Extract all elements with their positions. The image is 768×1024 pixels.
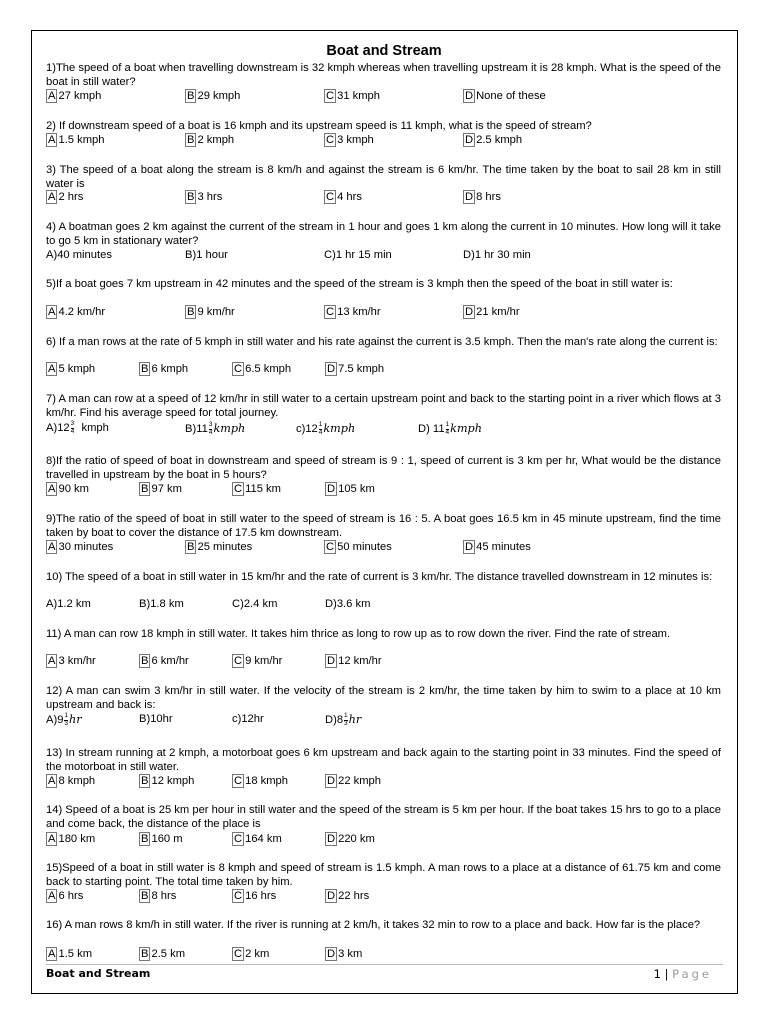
option-text: 5 kmph: [58, 363, 96, 375]
answer-options: [46, 947, 721, 962]
answer-option: [46, 89, 101, 104]
option-text: 220 km: [338, 833, 375, 845]
answer-options: [46, 248, 721, 263]
option-letter: A: [48, 306, 56, 318]
answer-option: [185, 248, 228, 263]
option-whole-number: 12: [57, 422, 70, 434]
question-text: 6) If a man rows at the rate of 5 kmph in still water and his rate against the current is 3.5 kmph. Then the man's rate along the current is:: [46, 336, 718, 348]
option-text: 164 km: [245, 833, 282, 845]
option-letter: B: [141, 363, 149, 375]
option-letter: D: [465, 191, 474, 203]
answer-option: [325, 654, 382, 669]
question-text: 14) Speed of a boat is 25 km per hour in still water and the speed of the stream is 5 km per hour. If the boat takes 15 hrs to go to a place and come back, the distance of the place is: [46, 804, 721, 831]
option-letter: A: [48, 363, 56, 375]
page-number: 1: [653, 967, 661, 981]
option-text: 1 hr 30 min: [474, 249, 531, 261]
option-text: 12 km/hr: [338, 655, 382, 667]
footer-separator: |: [664, 967, 669, 981]
fraction-numerator: 1: [445, 421, 450, 429]
answer-option: [139, 832, 183, 847]
fraction-numerator: 1: [64, 712, 69, 720]
option-text: 97 km: [151, 483, 182, 495]
option-text: 160 m: [151, 833, 183, 845]
option-text: 31 kmph: [337, 90, 381, 102]
option-letter: A): [46, 598, 58, 610]
option-letter: B): [185, 423, 197, 435]
option-text: 3 hrs: [197, 191, 223, 203]
answer-option: [46, 248, 112, 263]
option-fraction: [319, 422, 323, 436]
fraction-numerator: 3: [208, 421, 213, 429]
option-text: 115 km: [245, 483, 281, 495]
option-letter: D: [465, 541, 474, 553]
option-text: 2 kmph: [197, 134, 235, 146]
option-fraction: [344, 713, 348, 727]
option-letter: D: [327, 775, 336, 787]
option-text: 7.5 kmph: [338, 363, 385, 375]
option-letter: B: [141, 890, 149, 902]
answer-option: [463, 133, 522, 148]
answer-option: [185, 305, 235, 320]
fraction-numerator: 3: [70, 420, 75, 428]
answer-options: [46, 305, 721, 320]
answer-option: [324, 190, 362, 205]
answer-option: [232, 362, 291, 377]
option-text: 8 hrs: [476, 191, 501, 203]
answer-option: [46, 190, 83, 205]
option-text: 90 km: [58, 483, 89, 495]
answer-option: [325, 712, 361, 728]
fraction-numerator: 1: [318, 421, 323, 429]
option-text: 10hr: [150, 713, 173, 725]
fraction-denominator: 4: [70, 427, 75, 435]
option-text: None of these: [476, 90, 546, 102]
question-text: 15)Speed of a boat in still water is 8 kmph and speed of stream is 1.5 kmph. A man rows to a place at a distance of 61.75 km and come back to starting point. The total time taken by him.: [46, 862, 721, 889]
option-whole-number: 11: [196, 423, 208, 435]
option-letter: C: [326, 541, 335, 553]
option-text: 4.2 km/hr: [58, 306, 106, 318]
answer-option: [324, 89, 380, 104]
answer-option: [232, 597, 277, 612]
answer-options: [46, 889, 721, 904]
option-text: 12 kmph: [151, 775, 195, 787]
answer-option: [325, 889, 369, 904]
option-text: 27 kmph: [58, 90, 102, 102]
option-letter: A: [48, 134, 56, 146]
option-letter: D: [327, 833, 336, 845]
option-letter: B: [187, 541, 195, 553]
option-text: 30 minutes: [58, 541, 114, 553]
answer-option: [139, 889, 176, 904]
answer-option: [463, 89, 546, 104]
answer-option: [185, 540, 252, 555]
option-whole-number: 9: [57, 714, 64, 726]
option-letter: A: [48, 833, 56, 845]
option-letter: A: [48, 191, 56, 203]
answer-option: [232, 712, 264, 727]
option-text: 6 hrs: [58, 890, 84, 902]
answer-option: [325, 774, 381, 789]
answer-option: [325, 482, 375, 497]
option-letter: B: [141, 775, 149, 787]
answer-option: [139, 362, 188, 377]
answer-option: [139, 774, 194, 789]
question-text: 4) A boatman goes 2 km against the current of the stream in 1 hour and goes 1 km along the current in 10 minutes. How long will it take to go 5 km in stationary water?: [46, 221, 721, 248]
option-text: 2 hrs: [58, 191, 84, 203]
option-unit: kmph: [450, 422, 482, 435]
answer-option: [325, 832, 375, 847]
option-letter: C): [232, 598, 244, 610]
option-letter: B): [139, 713, 151, 725]
option-letter: D): [463, 249, 475, 261]
option-text: 6 km/hr: [151, 655, 189, 667]
answer-option: [324, 248, 392, 263]
answer-option: [139, 597, 184, 612]
fraction-denominator: 4: [318, 428, 323, 436]
option-letter: B: [187, 191, 195, 203]
question-text: 8)If the ratio of speed of boat in downstream and speed of stream is 9 : 1, speed of current is 3 km per hr, What would be the distance travelled in upstream by the boat in 5 hours?: [46, 455, 721, 482]
answer-options: [46, 774, 721, 789]
option-text: 4 hrs: [337, 191, 362, 203]
answer-option: [325, 597, 370, 612]
answer-option: [46, 947, 92, 962]
answer-option: [463, 190, 501, 205]
answer-option: [46, 133, 105, 148]
option-letter: A: [48, 775, 56, 787]
option-text: 45 minutes: [476, 541, 531, 553]
option-letter: C: [326, 90, 335, 102]
option-letter: D: [327, 890, 336, 902]
answer-option: [325, 362, 384, 377]
question-text: 7) A man can row at a speed of 12 km/hr in still water to a certain upstream point and back to the starting point in a river which flows at 3 km/hr. Find his average speed for total journey.: [46, 393, 721, 420]
option-fraction: [446, 422, 450, 436]
answer-option: [46, 540, 113, 555]
answer-option: [139, 712, 173, 727]
option-letter: C: [326, 134, 335, 146]
option-unit: hr: [348, 713, 362, 726]
option-text: 22 hrs: [338, 890, 370, 902]
option-text: 6.5 kmph: [245, 363, 292, 375]
option-letter: B): [139, 598, 151, 610]
answer-option: [139, 947, 185, 962]
answer-option: [324, 305, 381, 320]
option-text: 2.5 kmph: [476, 134, 523, 146]
footer-page-info: [654, 967, 712, 981]
option-letter: c): [232, 713, 242, 725]
answer-option: [325, 947, 362, 962]
answer-option: [46, 654, 96, 669]
option-letter: C: [234, 363, 243, 375]
option-unit: kmph: [323, 422, 356, 435]
option-text: 3 km/hr: [58, 655, 96, 667]
question-text: 9)The ratio of the speed of boat in still water to the speed of stream is 16 : 5. A boat goes 16.5 km in 45 minute upstream, find the time taken by boat to cover the distance of 17.5 km downstream.: [46, 513, 721, 540]
answer-option: [46, 305, 105, 320]
option-letter: c): [296, 423, 306, 435]
option-unit: kmph: [75, 422, 109, 434]
answer-options: [46, 712, 721, 727]
option-letter: A: [48, 655, 56, 667]
option-text: 9 km/hr: [197, 306, 235, 318]
page-title: Boat and Stream: [326, 43, 442, 59]
answer-options: [46, 190, 721, 205]
option-letter: D): [325, 714, 337, 726]
fraction-denominator: 4: [208, 428, 213, 436]
option-letter: C: [234, 833, 243, 845]
option-text: 25 minutes: [197, 541, 253, 553]
question-text: 3) The speed of a boat along the stream is 8 km/h and against the stream is 6 km/hr. The time taken by the boat to sail 28 km in still water is: [46, 164, 721, 191]
question-text: 5)If a boat goes 7 km upstream in 42 minutes and the speed of the stream is 3 kmph then the speed of the boat in still water is:: [46, 278, 673, 290]
option-letter: D: [465, 306, 474, 318]
option-letter: C: [234, 483, 243, 495]
option-text: 13 km/hr: [337, 306, 381, 318]
option-letter: D: [327, 948, 336, 960]
option-letter: B: [141, 483, 149, 495]
answer-option: [46, 774, 95, 789]
answer-option: [418, 421, 482, 437]
answer-option: [46, 832, 95, 847]
option-whole-number: 12: [305, 423, 318, 435]
option-text: 40 minutes: [57, 249, 112, 261]
fraction-denominator: 3: [344, 719, 348, 727]
answer-option: [232, 832, 282, 847]
option-letter: D): [418, 423, 433, 435]
option-text: 2.5 km: [151, 948, 186, 960]
option-fraction: [64, 713, 68, 727]
answer-option: [463, 248, 531, 263]
answer-options: [46, 597, 721, 612]
answer-option: [232, 482, 281, 497]
option-text: 1.2 km: [57, 598, 91, 610]
option-text: 18 kmph: [245, 775, 289, 787]
option-fraction: [71, 421, 75, 435]
option-text: 3 km: [338, 948, 363, 960]
answer-option: [139, 654, 189, 669]
answer-options: [46, 482, 721, 497]
option-text: 29 kmph: [197, 90, 241, 102]
option-unit: hr: [69, 713, 82, 726]
option-letter: C: [326, 306, 335, 318]
option-whole-number: 11: [432, 423, 445, 435]
option-letter: C): [324, 249, 336, 261]
option-text: 22 kmph: [338, 775, 382, 787]
answer-option: [46, 362, 95, 377]
option-letter: A: [48, 948, 56, 960]
option-text: 6 kmph: [151, 363, 189, 375]
option-text: 3 kmph: [337, 134, 374, 146]
answer-option: [232, 654, 282, 669]
option-letter: D): [325, 598, 337, 610]
answer-options: [46, 133, 721, 148]
answer-option: [232, 774, 288, 789]
question-text: 11) A man can row 18 kmph in still water. It takes him thrice as long to row up as to row down the river. Find the rate of stream.: [46, 628, 671, 640]
option-letter: A): [46, 249, 58, 261]
answer-option: [232, 889, 276, 904]
option-text: 105 km: [338, 483, 375, 495]
footer-title: Boat and Stream: [46, 967, 151, 980]
question-text: 1)The speed of a boat when travelling downstream is 32 kmph whereas when travelling upstream it is 28 kmph. What is the speed of the boat in still water?: [46, 62, 721, 89]
question-text: 2) If downstream speed of a boat is 16 kmph and its upstream speed is 11 kmph, what is the speed of stream?: [46, 120, 592, 132]
option-text: 1 hour: [196, 249, 228, 261]
option-letter: A): [46, 422, 58, 434]
answer-options: [46, 362, 721, 377]
option-text: 21 km/hr: [476, 306, 520, 318]
option-text: 3.6 km: [336, 598, 371, 610]
option-text: 8 kmph: [58, 775, 96, 787]
fraction-numerator: 1: [344, 712, 348, 720]
answer-option: [46, 712, 82, 728]
answer-option: [46, 421, 109, 436]
fraction-denominator: 4: [445, 428, 450, 436]
option-text: 9 km/hr: [245, 655, 283, 667]
fraction-denominator: 3: [64, 719, 69, 727]
option-whole-number: 8: [336, 714, 344, 726]
option-text: 1.5 km: [58, 948, 93, 960]
option-text: 50 minutes: [337, 541, 392, 553]
option-text: 1.5 kmph: [58, 134, 105, 146]
answer-option: [232, 947, 269, 962]
option-text: 1 hr 15 min: [335, 249, 392, 261]
option-letter: A: [48, 890, 56, 902]
answer-option: [185, 89, 240, 104]
option-text: 2 km: [245, 948, 270, 960]
option-letter: D: [465, 134, 474, 146]
answer-option: [185, 133, 234, 148]
option-letter: B): [185, 249, 197, 261]
option-letter: D: [327, 363, 336, 375]
question-text: 13) In stream running at 2 kmph, a motorboat goes 6 km upstream and back again to the starting point in 33 minutes. Find the speed of the motorboat in still water.: [46, 747, 721, 774]
option-text: 12hr: [241, 713, 264, 725]
option-text: 8 hrs: [151, 890, 177, 902]
answer-option: [185, 190, 222, 205]
option-letter: C: [234, 948, 243, 960]
answer-option: [185, 421, 245, 437]
option-text: 16 hrs: [245, 890, 277, 902]
option-fraction: [209, 422, 213, 436]
answer-option: [324, 133, 374, 148]
answer-options: [46, 540, 721, 555]
question-text: 10) The speed of a boat in still water in 15 km/hr and the rate of current is 3 km/hr. The distance travelled downstream in 12 minutes is:: [46, 571, 713, 583]
answer-option: [463, 305, 520, 320]
footer-divider: [46, 964, 723, 965]
option-text: 1.8 km: [150, 598, 184, 610]
option-letter: C: [234, 890, 243, 902]
question-text: 16) A man rows 8 km/h in still water. If the river is running at 2 km/h, it takes 32 min to row to a place and back. How far is the place?: [46, 919, 701, 931]
answer-option: [324, 540, 392, 555]
answer-option: [46, 482, 89, 497]
option-unit: kmph: [213, 422, 246, 435]
page-label: Page: [672, 967, 712, 981]
answer-option: [139, 482, 182, 497]
option-letter: A: [48, 541, 56, 553]
answer-options: [46, 832, 721, 847]
option-letter: A: [48, 483, 56, 495]
option-text: 2.4 km: [243, 598, 278, 610]
option-letter: D: [465, 90, 474, 102]
option-letter: B: [141, 948, 149, 960]
option-letter: B: [187, 90, 195, 102]
option-letter: D: [327, 655, 336, 667]
option-letter: B: [141, 655, 149, 667]
option-letter: D: [327, 483, 336, 495]
question-text: 12) A man can swim 3 km/hr in still water. If the velocity of the stream is 2 km/hr, the time taken by him to swim to a place at 10 km upstream and back is:: [46, 685, 721, 712]
answer-option: [46, 597, 91, 612]
answer-option: [463, 540, 531, 555]
option-letter: C: [326, 191, 335, 203]
option-letter: A): [46, 714, 58, 726]
answer-options: [46, 421, 721, 436]
option-letter: C: [234, 655, 243, 667]
option-letter: B: [141, 833, 149, 845]
option-letter: C: [234, 775, 243, 787]
answer-option: [296, 421, 355, 437]
option-letter: B: [187, 134, 195, 146]
answer-option: [46, 889, 83, 904]
option-letter: A: [48, 90, 56, 102]
answer-options: [46, 654, 721, 669]
option-letter: B: [187, 306, 195, 318]
answer-options: [46, 89, 721, 104]
option-text: 180 km: [58, 833, 96, 845]
